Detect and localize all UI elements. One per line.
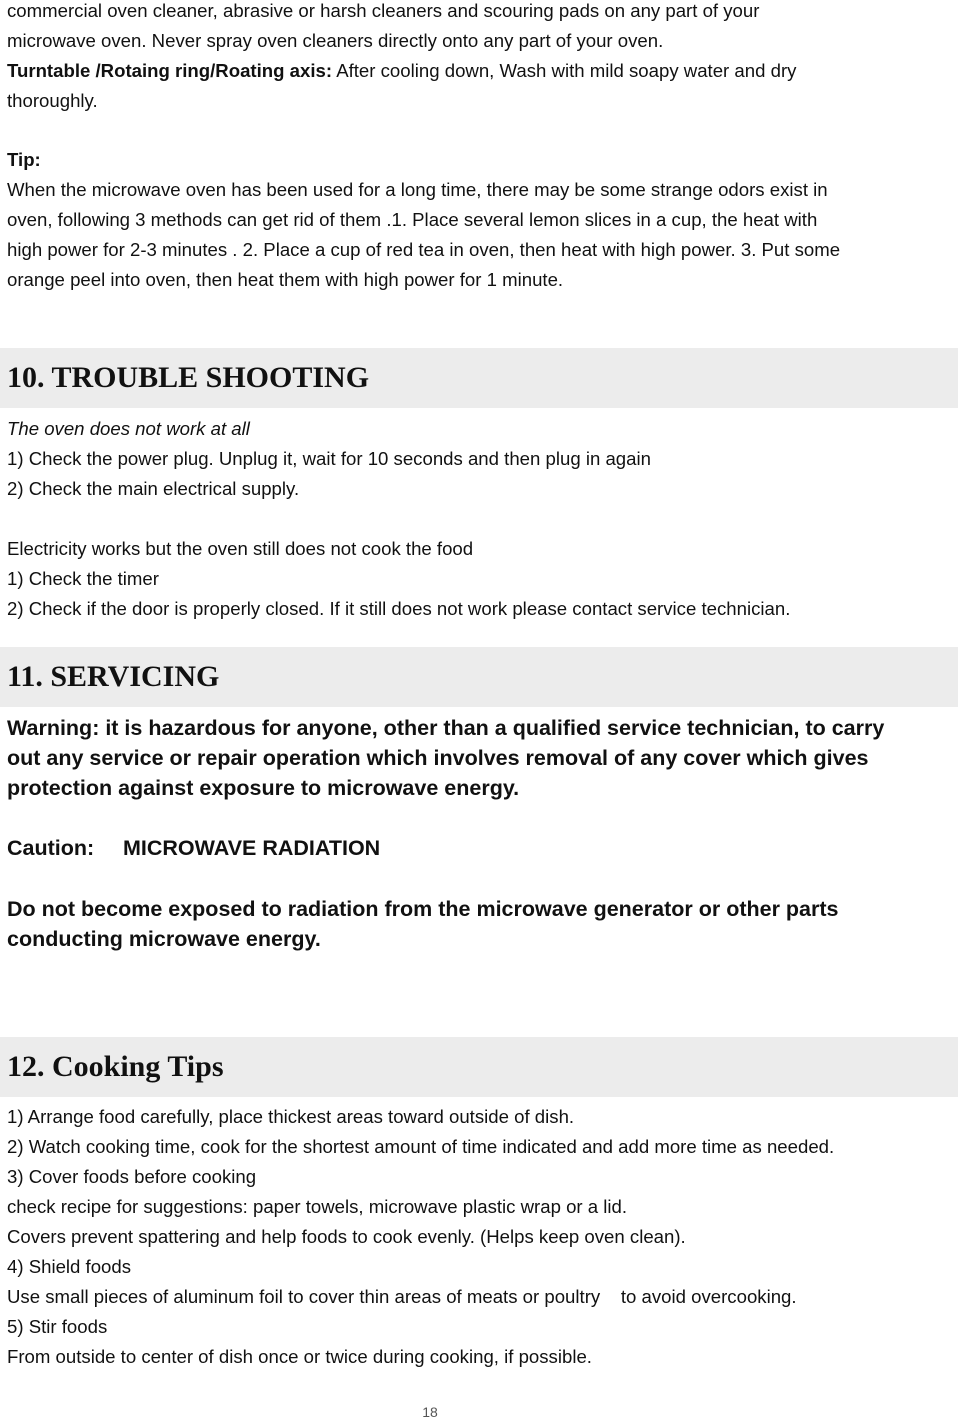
cooking-line-6: 4) Shield foods xyxy=(7,1256,132,1277)
trouble-case2-title: Electricity works but the oven still does not cook the food xyxy=(7,538,474,559)
caution-label: Caution: xyxy=(7,836,95,860)
tip-line-2: oven, following 3 methods can get rid of them .1. Place several lemon slices in a cup, the heat with xyxy=(7,209,818,230)
cooking-tips-title: 12. Cooking Tips xyxy=(7,1050,224,1083)
warning-line-2: out any service or repair operation which involves removal of any cover which gives xyxy=(7,746,869,770)
turntable-line xyxy=(7,56,796,86)
tip-line-4: orange peel into oven, then heat them with high power for 1 minute. xyxy=(7,269,564,290)
caution-line xyxy=(7,833,380,863)
trouble-case2-step-2: 2) Check if the door is properly closed. If it still does not work please contact service technician. xyxy=(7,598,791,619)
tip-line-3: high power for 2-3 minutes . 2. Place a cup of red tea in oven, then heat with high power. 3. Put some xyxy=(7,239,841,260)
page-number: 18 xyxy=(422,1404,438,1420)
warning-line-1: Warning: it is hazardous for anyone, other than a qualified service technician, to carry xyxy=(7,716,885,740)
intro-line-2: microwave oven. Never spray oven cleaners directly onto any part of your oven. xyxy=(7,30,664,51)
servicing-banner xyxy=(0,647,958,707)
cooking-line-4: check recipe for suggestions: paper towels, microwave plastic wrap or a lid. xyxy=(7,1196,628,1217)
turntable-label: Turntable /Rotaing ring/Roating axis: xyxy=(7,60,333,81)
trouble-shooting-banner xyxy=(0,348,958,408)
cooking-line-8: 5) Stir foods xyxy=(7,1316,108,1337)
trouble-case1-step-1: 1) Check the power plug. Unplug it, wait for 10 seconds and then plug in again xyxy=(7,448,651,469)
cooking-line-5: Covers prevent spattering and help foods to cook evenly. (Helps keep oven clean). xyxy=(7,1226,686,1247)
tip-line-1: When the microwave oven has been used for a long time, there may be some strange odors exist in xyxy=(7,179,828,200)
turntable-text: After cooling down, Wash with mild soapy water and dry xyxy=(332,60,797,81)
cooking-line-3: 3) Cover foods before cooking xyxy=(7,1166,257,1187)
exposure-line-2: conducting microwave energy. xyxy=(7,927,321,951)
exposure-line-1: Do not become exposed to radiation from the microwave generator or other parts xyxy=(7,897,839,921)
trouble-case2-step-1: 1) Check the timer xyxy=(7,568,159,589)
cooking-line-9: From outside to center of dish once or twice during cooking, if possible. xyxy=(7,1346,592,1367)
intro-line-1: commercial oven cleaner, abrasive or harsh cleaners and scouring pads on any part of your xyxy=(7,0,760,21)
cooking-line-2: 2) Watch cooking time, cook for the shortest amount of time indicated and add more time as needed. xyxy=(7,1136,835,1157)
warning-line-3: protection against exposure to microwave energy. xyxy=(7,776,520,800)
tip-label: Tip: xyxy=(7,149,41,170)
turntable-end: thoroughly. xyxy=(7,90,98,111)
cooking-tips-banner xyxy=(0,1037,958,1097)
servicing-title: 11. SERVICING xyxy=(7,660,220,693)
caution-text: MICROWAVE RADIATION xyxy=(123,836,381,860)
trouble-case1-step-2: 2) Check the main electrical supply. xyxy=(7,478,300,499)
trouble-shooting-title: 10. TROUBLE SHOOTING xyxy=(7,361,370,394)
cooking-line-1: 1) Arrange food carefully, place thickest areas toward outside of dish. xyxy=(7,1106,575,1127)
trouble-case1-title: The oven does not work at all xyxy=(7,418,250,439)
cooking-line-7: Use small pieces of aluminum foil to cover thin areas of meats or poultry to avoid overcooking. xyxy=(7,1286,797,1307)
